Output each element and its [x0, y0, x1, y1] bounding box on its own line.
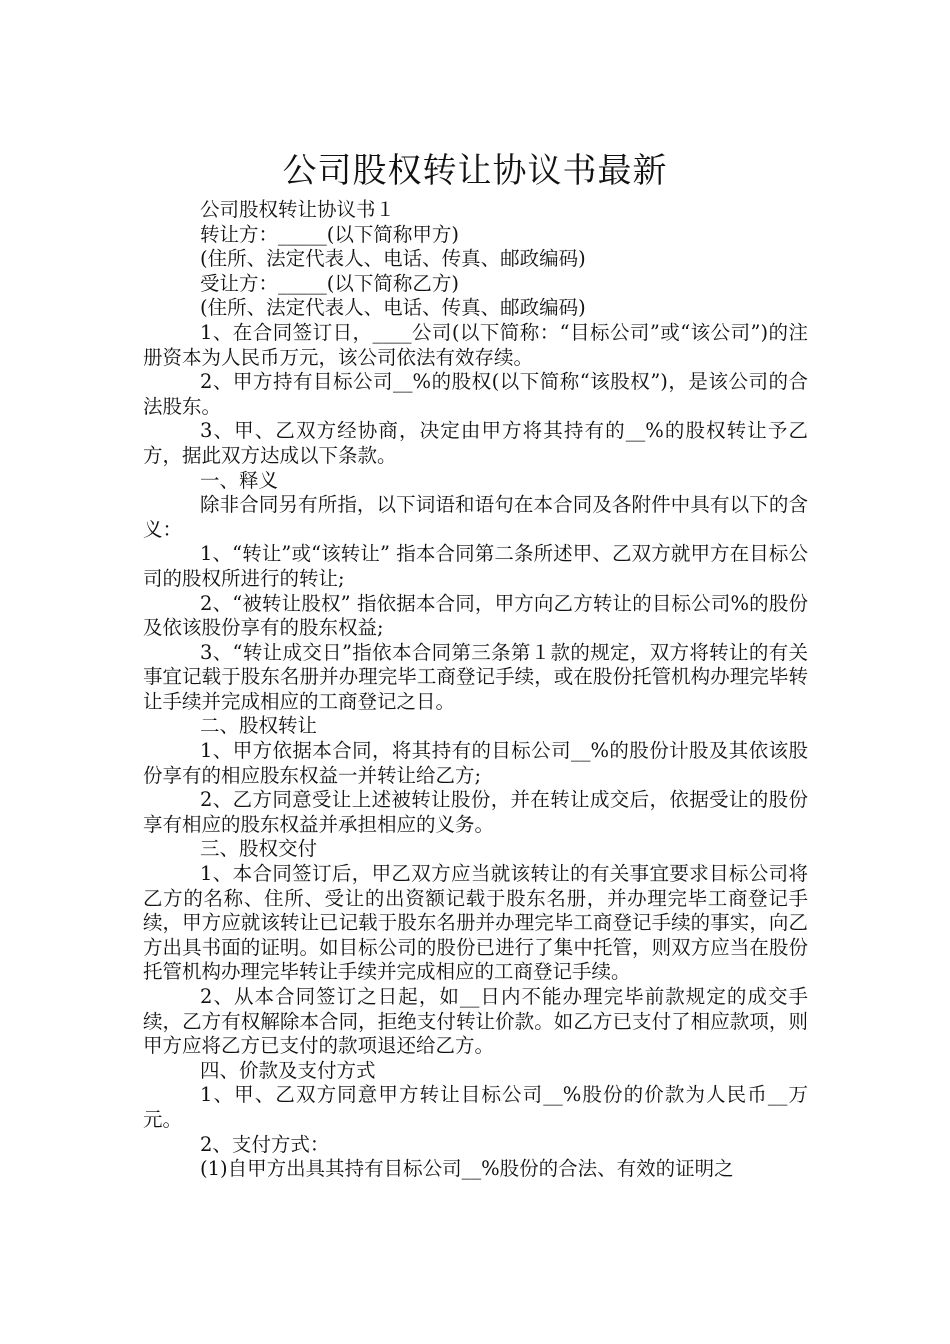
- paragraph-transferor-info: (住所、法定代表人、电话、传真、邮政编码): [200, 247, 586, 271]
- paragraph-recital-1: 1、在合同签订日，____公司(以下简称：“目标公司”或“该公司”)的注册资本为人民币万元，该公司依法有效存续。: [143, 320, 808, 369]
- paragraph-definition-3: 3、“转让成交日”指依本合同第三条第１款的规定，双方将转让的有关事宜记载于股东名册并办理完毕工商登记手续，或在股份托管机构办理完毕转让手续并完成相应的工商登记之日。: [143, 640, 808, 713]
- section-heading-price-payment: 四、价款及支付方式: [200, 1058, 376, 1082]
- paragraph-payment-method: 2、支付方式：: [200, 1132, 330, 1156]
- paragraph-definitions-intro: 除非合同另有所指，以下词语和语句在本合同及各附件中具有以下的含义：: [143, 493, 808, 541]
- paragraph-price-1: 1、甲、乙双方同意甲方转让目标公司__%股份的价款为人民币__万元。: [143, 1083, 808, 1131]
- paragraph-recital-2: 2、甲方持有目标公司__%的股权(以下简称“该股权”)，是该公司的合法股东。: [143, 370, 808, 418]
- section-heading-transfer: 二、股权转让: [200, 714, 318, 738]
- paragraph-transferee-info: (住所、法定代表人、电话、传真、邮政编码): [200, 296, 586, 320]
- paragraph-payment-1: (1)自甲方出具其持有目标公司__%股份的合法、有效的证明之: [200, 1157, 734, 1181]
- section-heading-delivery: 三、股权交付: [200, 837, 318, 861]
- paragraph-transferee: 受让方：_____(以下简称乙方): [200, 271, 459, 295]
- paragraph-definition-2: 2、“被转让股权” 指依据本合同，甲方向乙方转让的目标公司%的股份及依该股份享有的股东权益;: [143, 591, 808, 640]
- paragraph-recital-3: 3、甲、乙双方经协商，决定由甲方将其持有的__%的股权转让予乙方，据此双方达成以下条款。: [143, 419, 808, 467]
- paragraph-delivery-2: 2、从本合同签订之日起，如__日内不能办理完毕前款规定的成交手续，乙方有权解除本合同，拒绝支付转让价款。如乙方已支付了相应款项，则甲方应将乙方已支付的款项退还给乙方。: [143, 985, 808, 1058]
- paragraph-transferor: 转让方：_____(以下简称甲方): [200, 222, 459, 246]
- paragraph-definition-1: 1、“转让”或“该转让” 指本合同第二条所述甲、乙双方就甲方在目标公司的股权所进行的转让;: [143, 542, 808, 590]
- paragraph-transfer-1: 1、甲方依据本合同，将其持有的目标公司__%的股份计股及其依该股份享有的相应股东权益一并转让给乙方;: [143, 739, 808, 787]
- document-body: [143, 198, 808, 1182]
- section-heading-definitions: 一、释义: [200, 468, 279, 492]
- paragraph-heading-1: 公司股权转让协议书１: [200, 198, 396, 221]
- document-title: 公司股权转让协议书最新: [282, 150, 668, 191]
- paragraph-delivery-1: 1、本合同签订后，甲乙双方应当就该转让的有关事宜要求目标公司将乙方的名称、住所、受让的出资额记载于股东名册，并办理完毕工商登记手续，甲方应就该转让已记载于股东名册并办理完毕工商登记手续的事实，向乙方出具书面的证明。如目标公司的股份已进行了集中托管，则双方应当在股份托管机构办理完毕转让手续并完成相应的工商登记手续。: [143, 862, 808, 984]
- paragraph-transfer-2: 2、乙方同意受让上述被转让股份，并在转让成交后，依据受让的股份享有相应的股东权益并承担相应的义务。: [143, 788, 808, 836]
